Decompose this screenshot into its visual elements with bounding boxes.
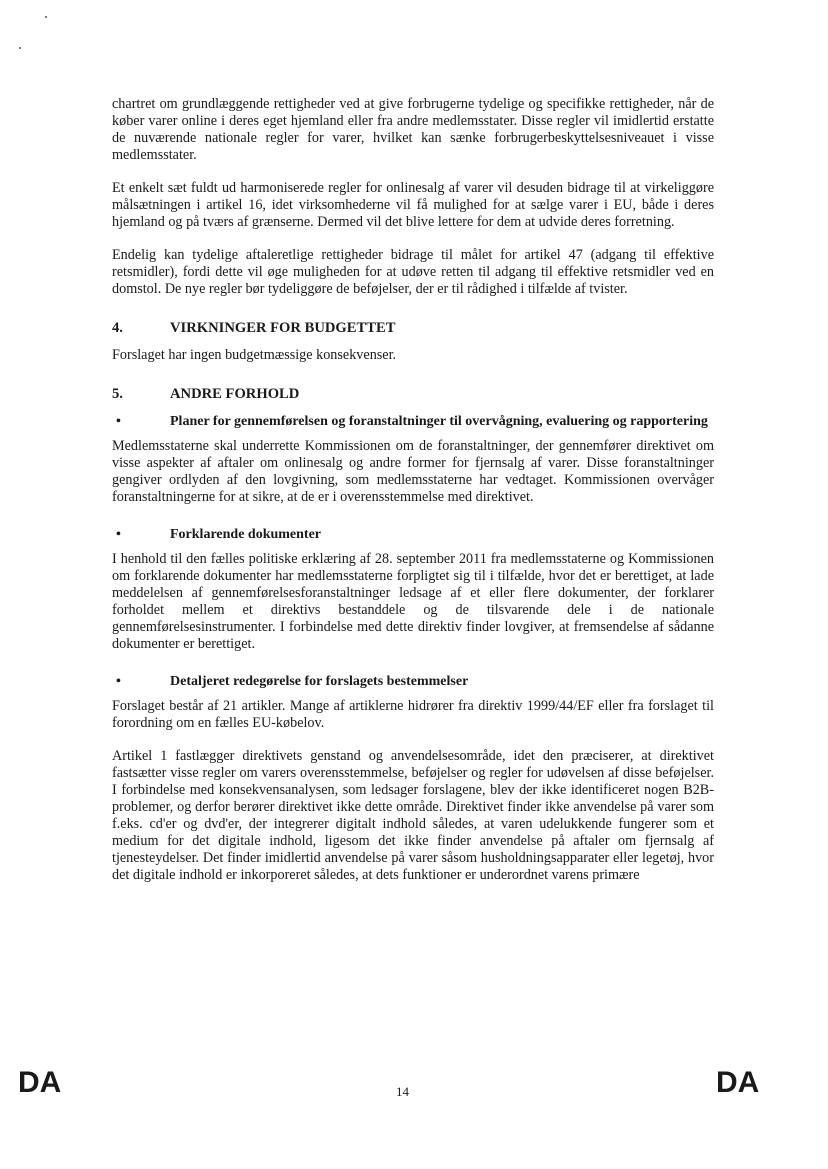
section-number: 5. [112,386,123,402]
section-heading-4 [112,320,714,337]
paragraph: Forslaget består af 21 artikler. Mange af artiklerne hidrører fra direktiv 1999/44/EF eller fra forslaget til forordning om en fælles EU-købelov. [112,698,714,731]
subheading-title: Detaljeret redegørelse for forslagets bestemmelser [170,674,469,689]
language-code-left: DA [18,1066,62,1099]
paragraph: chartret om grundlæggende rettigheder ved at give forbrugerne tydelige og specifikke rettigheder, når de køber varer online i deres eget hjemland eller fra andre medlemsstater. Disse regler vil imidlertid erstatte de nuværende nationale regler for varer, hvilket kan sænke forbrugerbeskyttelsesniveauet i visse medlemsstater. [112,96,714,163]
paragraph: I henhold til den fælles politiske erklæring af 28. september 2011 fra medlemsstaterne og Kommissionen om forklarende dokumenter har medlemsstaterne forpligtet sig til i tilfælde, hvor det er berettiget, at lade meddelelsen af gennemførelsesforanstaltninger ledsage af et eller flere dokumenter, der forklarer forholdet mellem et direktivs bestanddele og de tilsvarende dele i de nationale gennemførelsesinstrumenter. I forbindelse med dette direktiv finder lovgiver, at fremsendelse af sådanne dokumenter er berettiget. [112,551,714,652]
section-number: 4. [112,320,123,336]
paragraph: Medlemsstaterne skal underrette Kommissionen om de foranstaltninger, der gennemfører direktivet om visse aspekter af aftaler om onlinesalg og andre former for fjernsalg af varer. Disse foranstaltninger gengiver ordlyden af den lovgivning, som medlemsstaterne har vedtaget. Kommissionen overvåger foranstaltningerne for at sikre, at de er i overensstemmelse med direktivet. [112,438,714,505]
paragraph: Et enkelt sæt fuldt ud harmoniserede regler for onlinesalg af varer vil desuden bidrage til at virkeliggøre målsætningen i artikel 16, idet virksomhederne vil få mulighed for at sælge varer i EU, både i deres hjemland og på tværs af grænserne. Dermed vil det blive lettere for dem at udvide deres forretning. [112,180,714,230]
section-title: VIRKNINGER FOR BUDGETTET [170,320,396,336]
scan-speck [45,16,47,18]
subheading-title: Forklarende dokumenter [170,527,322,542]
section-title: ANDRE FORHOLD [170,386,300,402]
subheading-bullet [112,526,714,543]
subheading-title: Planer for gennemførelsen og foranstaltninger til overvågning, evaluering og rapportering [170,414,708,429]
paragraph: Endelig kan tydelige aftaleretlige rettigheder bidrage til målet for artikel 47 (adgang til effektive retsmidler), fordi dette vil øge muligheden for at udøve retten til adgang til effektive retsmidler ved en domstol. De nye regler bør tydeliggøre de beføjelser, der er til rådighed i tilfælde af tvister. [112,247,714,297]
language-code-right: DA [716,1066,760,1099]
paragraph: Artikel 1 fastlægger direktivets genstand og anvendelsesområde, idet den præciserer, at direktivet fastsætter visse regler om varers overensstemmelse, beføjelser og regler for udøvelsen af disse beføjelser. I forbindelse med konsekvensanalysen, som ledsager forslagene, blev der ikke identificeret nogen B2B-problemer, og derfor berører direktivet ikke dette område. Direktivet finder ikke anvendelse på varer som f.eks. cd'er og dvd'er, der integrerer digitalt indhold således, at varen udelukkende fungerer som et medium for det digitale indhold, ligesom det ikke finder anvendelse på aftaler om fjernsalg af tjenesteydelser. Det finder imidlertid anvendelse på varer såsom husholdningsapparater eller legetøj, hvor det digitale indhold er inkorporeret således, at dets funktioner er underordnet varens primære [112,748,714,883]
bullet-icon: • [116,527,121,542]
paragraph: Forslaget har ingen budgetmæssige konsekvenser. [112,347,397,363]
subheading-bullet [112,413,714,430]
document-body [112,96,714,900]
subheading-bullet [112,673,714,690]
scan-speck [19,47,21,49]
section-heading-5 [112,386,714,403]
page-number: 14 [396,1084,409,1099]
bullet-icon: • [116,674,121,689]
bullet-icon: • [116,414,121,429]
